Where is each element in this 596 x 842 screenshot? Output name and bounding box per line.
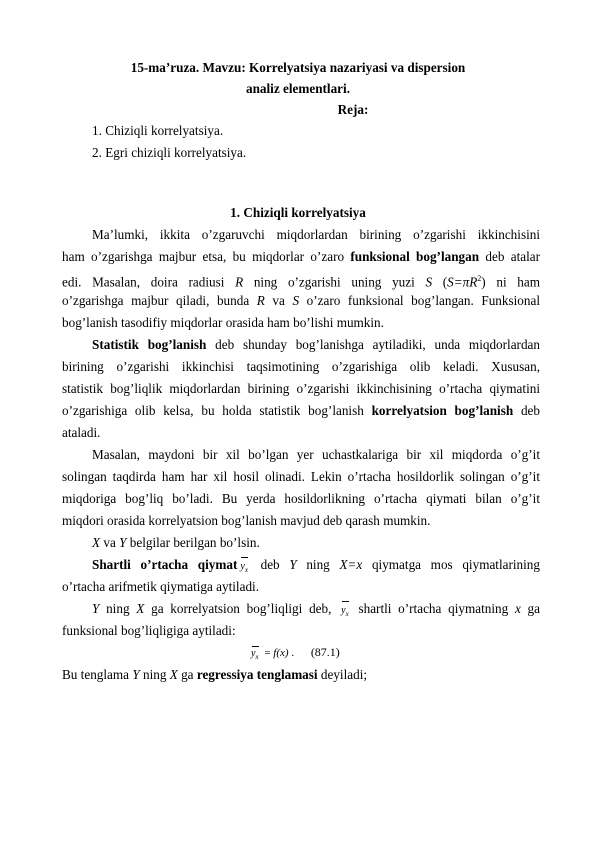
section-heading: 1. Chiziqli korrelyatsiya [230,205,366,220]
p2-line-4: o’zgarishiga olib kelsa, bu holda statistik bog’lanish korrelyatsion bog’lanish deb [62,403,540,418]
conditional-mean-symbol: $y_x$ [240,559,248,578]
regression-formula: $y_x = f(x)$ . (87.1) [251,645,340,661]
p4-line-1: X va Y belgilar berilgan bo’lsin. [92,535,260,550]
lecture-title: 15-ma’ruza. Mavzu: Korrelyatsiya nazariyasi va dispersion [130,60,466,75]
p2-line-2: birining o’zgarishi ikkinchisi taqsimotining o’zgarishiga olib keladi. Xususan, [62,359,540,374]
p5-line-2: o’rtacha arifmetik qiymatiga aytiladi. [62,579,260,594]
p2-line-5: ataladi. [62,425,101,440]
p1-line-5: bog’lanish tasodifiy miqdorlar orasida ham bo’lishi mumkin. [62,315,384,330]
p3-line-3: miqdoriga bog’liq bo’ladi. Bu yerda hosildorlikning o’rtacha qiymati bilan o’g’it [62,491,540,506]
p1-line-3: edi. Masalan, doira radiusi R ning o’zgarishi uning yuzi S $(S=\pi R^2)$ ni ham [62,274,540,290]
p6-line-2: funksional bog’liqligiga aytiladi: [62,623,236,638]
lecture-title-cont: analiz elementlari. [245,81,350,96]
formula-lhs: $y_x$ [251,648,259,661]
p6-line-1: Y ning X ga korrelyatsion bog’liqligi deb, $y_x$ shartli o’rtacha qiymatning x ga [92,601,540,622]
p1-line-2: ham o’zgarishga majbur etsa, bu miqdorlar o’zaro funksional bog’langan deb atalar [62,249,541,264]
p5-line-1: Shartli o’rtacha qiymat $y_x$ deb Y ning X=x qiymatga mos qiymatlarining [92,557,540,578]
p3-line-4: miqdori orasida korrelyatsion bog’lanish mavjud deb qarash mumkin. [62,513,431,528]
plan-item-2: 2. Egri chiziqli korrelyatsiya. [92,145,247,160]
p7-line-1: Bu tenglama Y ning X ga regressiya tenglamasi deyiladi; [62,667,368,682]
p3-line-2: solingan taqdirda ham har xil hosil olinadi. Lekin o’rtacha hosildorlik solingan o’g’it [62,469,540,484]
formula-number: (87.1) [310,645,340,659]
p2-line-1: Statistik bog’lanish deb shunday bog’lanishga aytiladiki, unda miqdorlardan [92,337,540,352]
p3-line-1: Masalan, maydoni bir xil bo’lgan yer uchastkalariga bir xil miqdorda o’g’it [92,447,540,462]
plan-heading: Reja: [337,102,369,117]
p2-line-3: statistik bog’liqlik miqdorlardan birining o’zgarishi ikkinchisining o’rtacha qiymatini [62,381,540,396]
p1-line-1: Ma’lumki, ikkita o’zgaruvchi miqdorlardan birining o’zgarishi ikkinchisini [92,227,540,242]
p1-line-4: o’zgarishga majbur qiladi, bunda R va S o’zaro funksional bog’langan. Funksional [62,293,540,308]
conditional-mean-symbol-2: $y_x$ [341,603,349,622]
plan-item-1: 1. Chiziqli korrelyatsiya. [92,123,224,138]
